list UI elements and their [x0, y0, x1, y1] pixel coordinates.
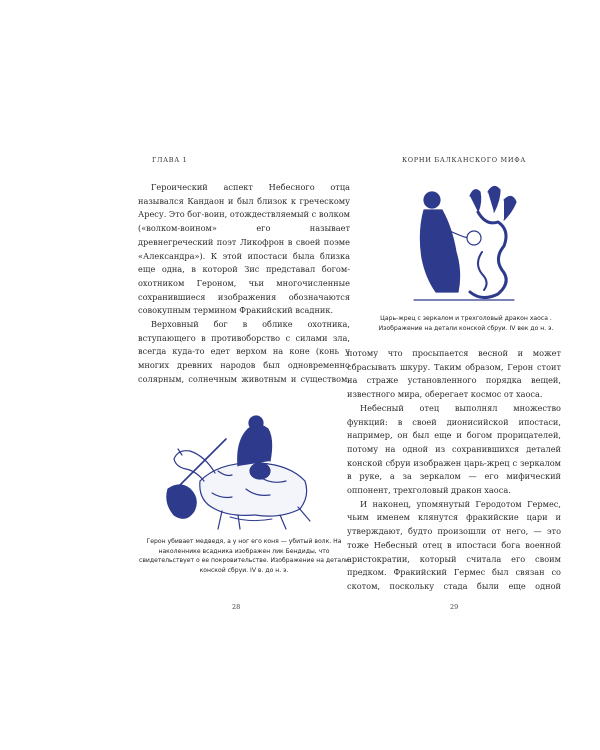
left-paragraph-1: Героический аспект Небесного отца назывался Кандаон и был близок к греческому Аресу. Это бог-воин, отождествляемый с волком («волком-воином» его называет древнегреческий поэт Ликофрон в своей поэме «Александра»). К этой ипостаси была близка еще одна, в которой Зис представал богом-охотником Героном, чьи многочисленные сохранившиеся изображения обозначаются совокупным термином Фракийский всадник. — [138, 182, 350, 316]
priest-king-illustration — [408, 182, 520, 308]
priest-king-dragon-icon — [408, 182, 520, 308]
left-caption: Герон убивает медведя, а у ног его коня — убитый волк. На наколеннике всадника изображен лик Бендиды, что свидетельствует о ее покровительстве. Изображение на детали конской сбруи. IV в. до н. э. — [138, 538, 350, 574]
right-paragraph-3: И наконец, упомянутый Геродотом Гермес, чьим именем клянутся фракийские цари и утверждают, будто произошли от него, — это тоже Небесный отец в ипостаси бога военной аристократии, который считала его своим предком. Фракийский Гермес был связан со скотом, поскольку стада были еще одной — [347, 498, 561, 591]
running-head-right: КОРНИ БАЛКАНСКОГО МИФА — [402, 156, 526, 164]
right-paragraph-2: Небесный отец выполнял множество функций: в своей дионисийской ипостаси, например, он был еще и богом прорицателей, потому на одной из сохранившихся деталей конской сбруи изображен царь-жрец с зеркалом в руке, а за зеркалом — его мифический оппонент, трехголовый дракон хаоса. — [347, 402, 561, 496]
running-head-left: ГЛАВА 1 — [152, 156, 188, 164]
right-caption: Царь-жрец с зеркалом и трехголовый дракон хаоса . Изображение на детали конской сбруи. IV век до н. э. — [378, 315, 554, 332]
right-paragraph-1: потому что просыпается весной и может сбрасывать шкуру. Таким образом, Герон стоит на страже установленного порядка вещей, известного мира, оберегает космос от хаоса. — [347, 348, 561, 400]
right-page — [300, 0, 600, 750]
left-paragraph-2: Верховный бог в облике охотника, вступающего в противоборство с силами зла, всегда куда-то едет верхом на коне (конь у многих древних народов был одновременно солярным, солнечным животным и существом, — [138, 319, 350, 383]
page-number-right: 29 — [450, 603, 459, 611]
page-number-left: 28 — [232, 603, 241, 611]
right-body-text — [347, 347, 561, 591]
